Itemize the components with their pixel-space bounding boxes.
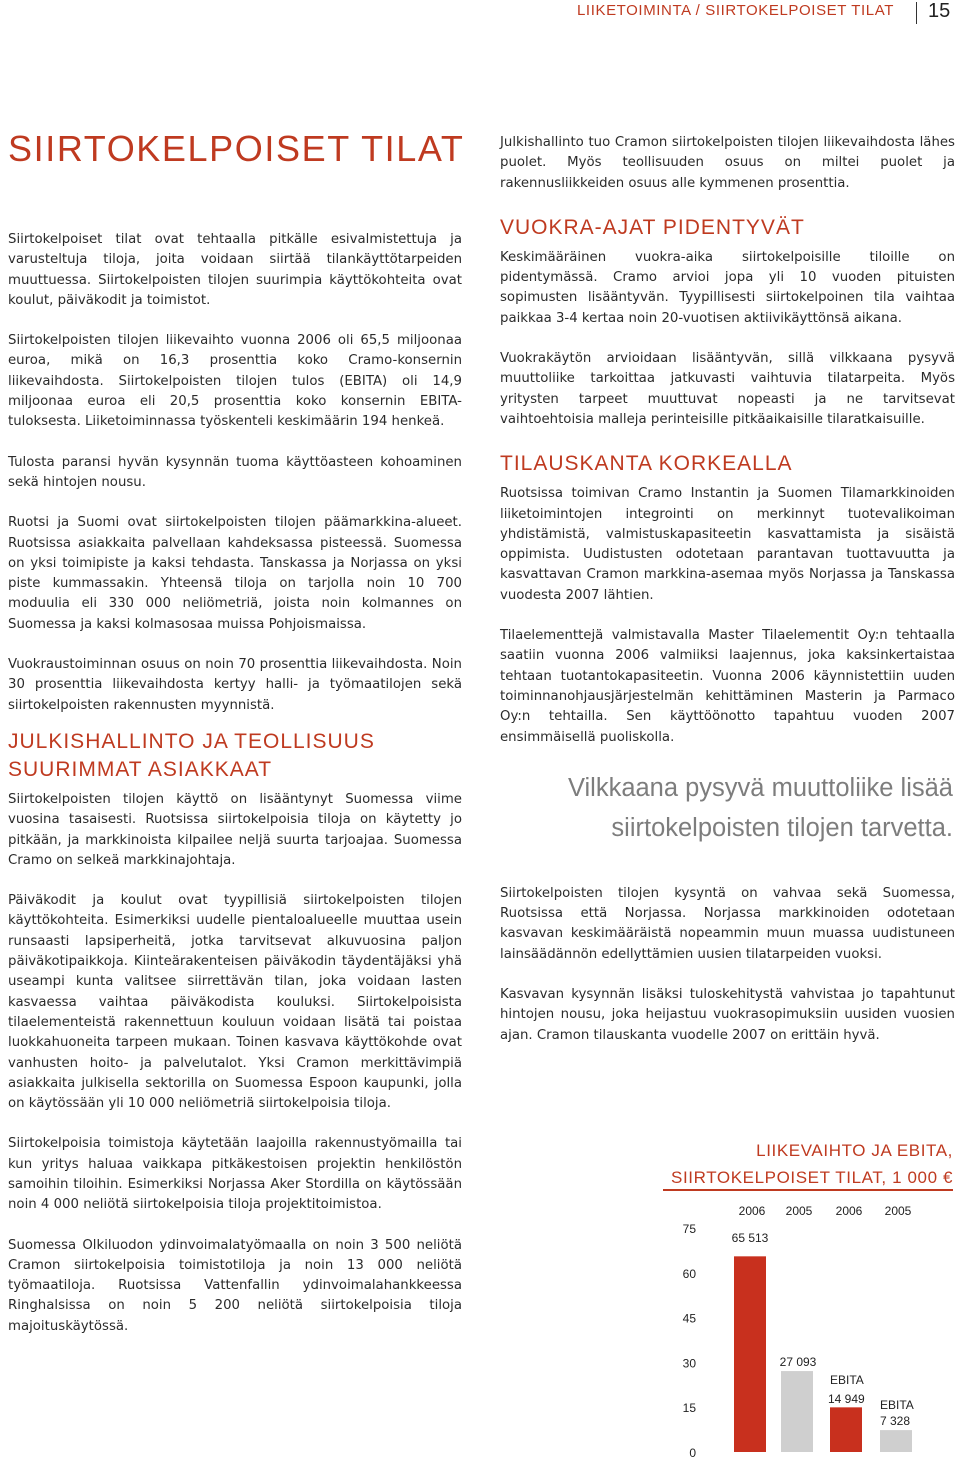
category-label: 2006	[738, 1204, 766, 1218]
page-number: 15	[928, 0, 951, 22]
chart-bar	[781, 1371, 813, 1452]
data-label: 27 093	[779, 1355, 817, 1369]
chart-title-line: SIIRTOKELPOISET TILAT, 1 000 €	[671, 1168, 953, 1187]
section-heading: JULKISHALLINTO JA TEOLLISUUS SUURIMMAT ASIAKKAAT	[8, 729, 375, 781]
paragraph: Siirtokelpoisten tilojen liikevaihto vuonna 2006 oli 65,5 miljoonaa euroa, mikä on 16,3 prosenttia koko Cramo-konsernin liikevaihdosta. Siirtokelpoisten tilojen tulos (EBITA) oli 14,9 miljoonaa euroa eli 20,5 prosenttia koko konsernin EBITA-tuloksesta. Liiketoiminnassa työskenteli keskimäärin 194 henkeä.	[8, 333, 462, 430]
chart-title-line: LIIKEVAIHTO JA EBITA,	[756, 1141, 953, 1160]
section-heading: VUOKRA-AJAT PIDENTYVÄT	[500, 215, 805, 239]
y-tick-label: 30	[682, 1356, 696, 1371]
category-label: 2005	[785, 1204, 813, 1218]
paragraph: Päiväkodit ja koulut ovat tyypillisiä siirtokelpoisten tilojen käyttökohteita. Esimerkiksi uudelle pientaloalueelle muuttaa usein runsaasti lapsiperheitä, jotka tarvitsevat alkuvuosina paljon päiväkotipaikkoja. Kiinteärakenteisen päiväkodin täydentäjäksi yhä useampi kunta valitsee siirrettävän tilan, joka voidaan lasten kasvaessa vaihtaa päiväkodista kouluksi. Siirtokelpoisista tilaelementeistä rakennettuun kouluun voidaan lisätä tai poistaa luokkahuoneita tarpeen mukaan. Toinen kasvava käyttökohde ovat vanhusten hoito- ja palvelutalot. Yksi Cramon merkittävimpiä asiakkaita julkisella sektorilla on Suomessa Espoon kaupunki, jolla on käytössään yli 10 000 neliömetriä siirtokelpoisia tiloja.	[8, 893, 462, 1112]
page-title: SIIRTOKELPOISET TILAT	[8, 128, 465, 169]
paragraph: Siirtokelpoisia toimistoja käytetään laajoilla rakennustyömailla tai kun yritys haluaa vaikkapa pitkäkestoisen projektin henkilöstön samoihin tiloihin. Esimerkiksi Norjassa Aker Stordilla on käytössään noin 4 000 neliötä siirtokelpoisia tiloja projektitoimistoa.	[8, 1136, 462, 1213]
category-label: 2005	[884, 1204, 912, 1218]
category-label: 2006	[835, 1204, 863, 1218]
paragraph: Vuokraustoiminnan osuus on noin 70 prosenttia liikevaihdosta. Noin 30 prosenttia liikevaihdosta kertyy halli- ja työmaatilojen sekä siirtokelpoisten rakennusten myynnistä.	[8, 657, 462, 713]
chart-title	[653, 1137, 953, 1191]
paragraph: Tilaelementtejä valmistavalla Master Tilaelementit Oy:n tehtaalla saatiin vuonna 2006 valmiiksi laajennus, joka kaksinkertaistaa tehtaan tuotantokapasiteetin. Vuonna 2006 käynnistettiin uuden toiminnanohjausjärjestelmän kehittäminen Masterin ja Parmaco Oy:n tehtailla. Sen käyttöönotto tapahtuu vuoden 2007 ensimmäisellä puoliskolla.	[500, 628, 955, 745]
section-heading: TILAUSKANTA KORKEALLA	[500, 452, 793, 476]
y-tick-label: 0	[689, 1446, 696, 1458]
data-label: 14 949	[828, 1392, 865, 1406]
page-header	[0, 0, 960, 26]
section-label: LIIKETOIMINTA / SIIRTOKELPOISET TILAT	[576, 2, 894, 19]
y-tick-label: 75	[682, 1222, 696, 1236]
pull-quote: Vilkkaana pysyvä muuttoliike lisää siirtokelpoisten tilojen tarvetta.	[567, 773, 953, 842]
chart-bar	[830, 1407, 862, 1452]
right-column	[500, 133, 955, 1066]
paragraph: Julkishallinto tuo Cramon siirtokelpoisten tilojen liikevaihdosta lähes puolet. Myös teollisuuden osuus on miltei puolet ja rakennusliikkeiden osuus alle kymmenen prosenttia.	[500, 135, 955, 191]
revenue-ebita-chart	[660, 1196, 956, 1458]
y-tick-label: 45	[682, 1311, 696, 1326]
paragraph: Vuokrakäytön arvioidaan lisääntyvän, sillä vilkkaana pysyvä muuttoliike tarkoittaa jatkuvasti vaihtuvia tilatarpeita. Myös yritysten tarpeet muuttuvat nopeasti ja ne tarvitsevat vaihtoehtoisia malleja perinteisille pitkäaikaisille tilaratkaisuille.	[500, 351, 955, 427]
series-label: EBITA	[830, 1373, 864, 1387]
paragraph: Siirtokelpoisten tilojen kysyntä on vahvaa sekä Suomessa, Ruotsissa että Norjassa. Norjassa markkinoiden odotetaan kasvavan keskimääräistä nopeammin muun muassa uudistuneen lainsäädännön edellyttämien uusien tilatarpeiden vuoksi.	[500, 885, 955, 962]
chart-title-underline	[663, 1189, 953, 1191]
y-tick-label: 15	[682, 1401, 696, 1416]
paragraph: Siirtokelpoisten tilojen käyttö on lisääntynyt Suomessa viime vuosina tasaisesti. Ruotsissa siirtokelpoisia tiloja on käytetty jo pitkään, ja markkinoista kilpailee neljä suurta tarjoajaa. Suomessa Cramo on selkeä markkinajohtaja.	[8, 791, 462, 868]
chart-bar	[880, 1430, 912, 1452]
paragraph: Keskimääräinen vuokra-aika siirtokelpoisille tiloille on pidentymässä. Cramo arvioi jopa yli 10 vuoden pituisten sopimusten lisääntyvän. Tyypillisesti siirtokelpoinen tila vaihtaa paikkaa 3-4 kertaa noin 20-vuotisen aktiivikäyttönsä aikana.	[500, 249, 955, 326]
chart-bar	[734, 1256, 766, 1452]
paragraph: Tulosta paransi hyvän kysynnän tuoma käyttöasteen kohoaminen sekä hintojen nousu.	[8, 454, 462, 490]
data-label: 7 328	[880, 1414, 911, 1428]
paragraph: Kasvavan kysynnän lisäksi tuloskehitystä vahvistaa jo tapahtunut hintojen nousu, joka heijastuu vuokrasopimuksiin uusiden vuosien ajan. Cramon tilauskanta vuodelle 2007 on erittäin hyvä.	[500, 987, 955, 1043]
data-label: 65 513	[731, 1231, 769, 1245]
header-divider	[916, 2, 917, 24]
paragraph: Ruotsissa toimivan Cramo Instantin ja Suomen Tilamarkkinoiden liiketoimintojen integrointi on merkinnyt tuotevalikoiman yhdistämistä, valmistuskapasiteetin kasvattamista ja sisäistä oppimista. Uudistusten odotetaan parantavan tuottavuutta ja kasvattavan Cramon markkina-asemaa myös Norjassa ja Tanskassa vuodesta 2007 lähtien.	[500, 486, 955, 603]
paragraph: Suomessa Olkiluodon ydinvoimalatyömaalla on noin 3 500 neliötä Cramon siirtokelpoisia toimistotiloja ja noin 13 000 neliötä työmaatiloja. Ruotsissa Vattenfallin ydinvoimalahankkeessa Ringhalsissa on noin 5 200 neliötä siirtokelpoisia tiloja majoituskäytössä.	[8, 1237, 462, 1334]
left-column	[8, 230, 462, 1357]
paragraph: Siirtokelpoiset tilat ovat tehtaalla pitkälle esivalmistettuja ja varusteltuja tiloja, joita voidaan siirtää tilankäyttötarpeiden muuttuessa. Siirtokelpoisten tilojen suurimpia käyttökohteita ovat koulut, päiväkodit ja toimistot.	[8, 232, 462, 308]
paragraph: Ruotsi ja Suomi ovat siirtokelpoisten tilojen päämarkkina-alueet. Ruotsissa asiakkaita palvellaan kahdeksassa pisteessä. Suomessa on yksi toimipiste ja kaksi tehdasta. Tanskassa ja Norjassa on yksi piste kummassakin. Yhteensä tiloja on tarjolla noin 10 700 moduulia eli 330 000 neliömetriä, joista noin kolmannes on Suomessa ja kaksi kolmasosaa muissa Pohjoismaissa.	[8, 515, 462, 632]
y-tick-label: 60	[682, 1266, 696, 1281]
series-label: EBITA	[880, 1398, 914, 1412]
